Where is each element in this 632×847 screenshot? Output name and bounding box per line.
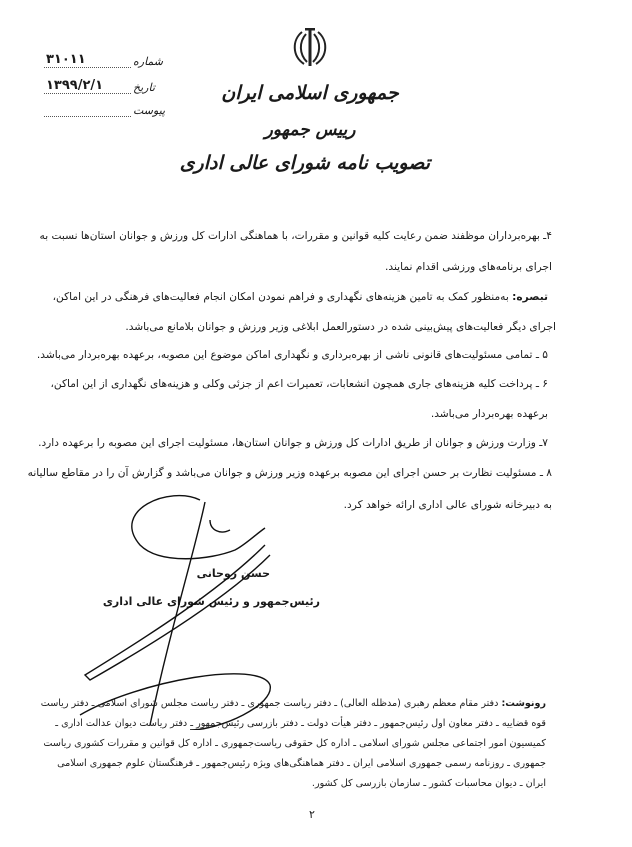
copies-line-3: کمیسیون امور اجتماعی مجلس شورای اسلامی ـ اداره کل حقوقی ریاست‌جمهوری ـ اداره کل قوانین و مقررات کشوری ریاست‌ [43, 738, 546, 749]
office-name: رییس جمهور [264, 120, 356, 140]
item-5: ۵ ـ تمامی مسئولیت‌های قانونی ناشی از بهره‌برداری و نگهداری اماکن موضوع این مصوبه، برعهده بهره‌بردار می‌باشد. [36, 349, 548, 361]
item-8-line-2: به دبیرخانه شورای عالی اداری ارائه خواهد کرد. [343, 499, 552, 511]
attachment-field [44, 104, 165, 117]
signatory-name: حسن روحانی [196, 567, 270, 580]
number-value: ۳۱۰۱۱ [44, 52, 131, 68]
note-line-2: اجرای دیگر فعالیت‌های پیش‌بینی شده در دستورالعمل ابلاغی وزیر ورزش و جوانان بلامانع می‌باشد. [125, 321, 556, 333]
date-value: ۱۳۹۹/۲/۱ [44, 78, 131, 94]
copies-line-5: ایران ـ دیوان محاسبات کشور ـ سازمان بازرسی کل کشور. [311, 778, 546, 789]
signatory-title: رئیس‌جمهور و رئیس شورای عالی اداری [102, 595, 320, 608]
item-8-line-1: ۸ ـ مسئولیت نظارت بر حسن اجرای این مصوبه برعهده وزیر ورزش و جوانان می‌باشد و گزارش آن را در مقاطع سالیانه [27, 467, 552, 479]
note-line-1 [52, 289, 548, 305]
item-4-line-1: ۴ـ بهره‌برداران موظفند ضمن رعایت کلیه قوانین و مقررات، با هماهنگی ادارات کل ورزش و جوانان استان‌ها نسبت به [39, 230, 552, 242]
number-field [44, 52, 163, 68]
attachment-label: پیوست [133, 104, 166, 117]
copies-text: دفتر مقام معظم رهبری (مدظله العالی) ـ دفتر ریاست جمهوری ـ دفتر ریاست مجلس شورای اسلامی ـ دفتر ریاست [40, 698, 499, 709]
handwritten-signature [60, 490, 280, 730]
number-label: شماره [133, 55, 164, 68]
note-text: به‌منظور کمک به تامین هزینه‌های نگهداری و فراهم نمودن امکان انجام فعالیت‌های فرهنگی در این اماکن، [52, 291, 509, 303]
page-number: ۲ [309, 808, 315, 821]
document-title: تصویب نامه شورای عالی اداری [179, 152, 430, 174]
item-6-line-1: ۶ ـ پرداخت کلیه هزینه‌های جاری همچون انشعابات، تعمیرات اعم از جزئی وکلی و هزینه‌های نگهداری از این اماکن، [50, 378, 548, 390]
item-4-line-2: اجرای برنامه‌های ورزشی اقدام نمایند. [385, 261, 552, 273]
item-6-line-2: برعهده بهره‌بردار می‌باشد. [430, 408, 548, 420]
date-label: تاریخ [133, 81, 155, 94]
note-label: تبصره: [512, 291, 548, 303]
country-name: جمهوری اسلامی ایران [221, 82, 399, 104]
copies-line-1 [40, 696, 546, 712]
date-field [44, 78, 155, 94]
iran-emblem-icon [290, 26, 330, 70]
copies-line-4: جمهوری ـ روزنامه رسمی جمهوری اسلامی ایران ـ دفتر هماهنگی‌های ویژه رئیس‌جمهور ـ فرهنگستان علوم جمهوری اسلامی [57, 758, 546, 769]
attachment-value [44, 116, 131, 117]
copies-line-2: قوه قضاییه ـ دفتر معاون اول رئیس‌جمهور ـ دفتر هیأت دولت ـ دفتر بازرسی رئیس‌جمهور ـ دفتر ریاست دیوان عدالت اداری ـ [55, 718, 546, 729]
item-7: ۷ـ وزارت ورزش و جوانان از طریق ادارات کل ورزش و جوانان استان‌ها، مسئولیت اجرای این مصوبه را برعهده دارد. [38, 437, 548, 449]
copies-label: رونوشت: [501, 698, 546, 709]
